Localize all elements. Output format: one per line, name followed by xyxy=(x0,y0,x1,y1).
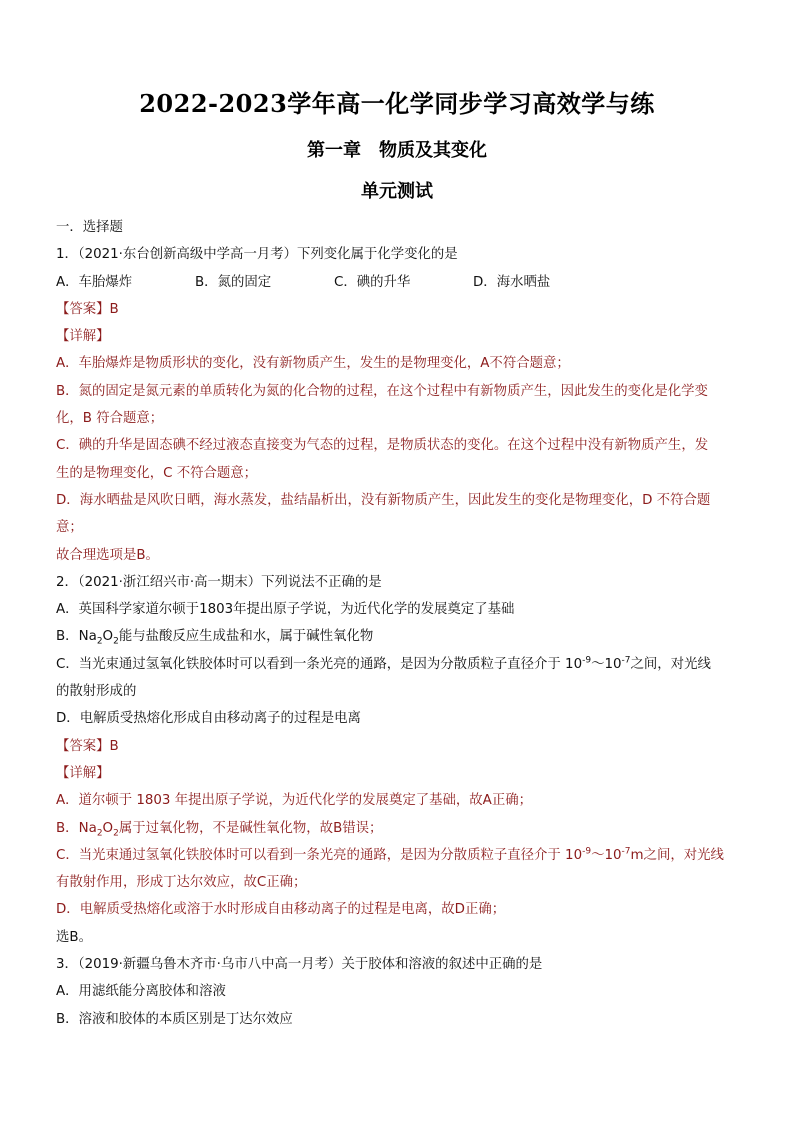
explanation-line: 生的是物理变化，C 不符合题意； xyxy=(56,465,258,481)
subscript: 2 xyxy=(113,637,119,648)
option-d: D．电解质受热熔化形成自由移动离子的过程是电离 xyxy=(56,711,361,727)
superscript: -7 xyxy=(621,655,631,666)
option-d: D．海水晒盐 xyxy=(473,274,551,290)
explanation-line: 意； xyxy=(56,520,83,536)
conclusion: 故合理选项是B。 xyxy=(56,547,159,563)
section-heading: 一．选择题 xyxy=(56,220,123,235)
text: 属于过氧化物，不是碱性氧化物，故B错误； xyxy=(118,820,383,836)
answer-label: 【答案】B xyxy=(56,301,119,317)
option-c xyxy=(56,651,768,678)
document-body xyxy=(56,214,768,1033)
explanation-line: D．海水晒盐是风吹日晒，海水蒸发，盐结晶析出，没有新物质产生，因此发生的变化是物理变化，D 不符合题 xyxy=(56,492,711,508)
explanation-line: A．车胎爆炸是物质形状的变化，没有新物质产生，发生的是物理变化，A不符合题意； xyxy=(56,356,570,372)
subscript: 2 xyxy=(96,828,103,839)
explanation-line: 化，B 符合题意； xyxy=(56,411,164,427)
explanation-line: D．电解质受热熔化或溶于水时形成自由移动离子的过程是电离，故D正确； xyxy=(56,902,506,918)
text: B．Na xyxy=(56,629,97,645)
superscript: -9 xyxy=(582,846,592,857)
text: C．当光束通过氢氧化铁胶体时可以看到一条光亮的通路，是因为分散质粒子直径介于 10 xyxy=(56,847,583,863)
question-3-stem: 3．（2019·新疆乌鲁木齐市·乌市八中高一月考）关于胶体和溶液的叙述中正确的是 xyxy=(56,957,543,973)
option-a: A．英国科学家道尔顿于1803年提出原子学说，为近代化学的发展奠定了基础 xyxy=(56,602,515,618)
option-b: B．氮的固定 xyxy=(195,274,272,290)
explanation-line: 有散射作用，形成丁达尔效应，故C正确； xyxy=(56,875,307,891)
explanation-line: B．氮的固定是氮元素的单质转化为氮的化合物的过程，在这个过程中有新物质产生，因此发生的变化是化学变 xyxy=(56,383,708,399)
superscript: -7 xyxy=(621,846,631,857)
explanation-line: C．碘的升华是固态碘不经过液态直接变为气态的过程，是物质状态的变化。在这个过程中没有新物质产生，发 xyxy=(56,438,709,454)
text: O xyxy=(102,820,114,836)
explanation-line xyxy=(56,815,768,842)
explanation-line: A．道尔顿于 1803 年提出原子学说，为近代化学的发展奠定了基础，故A正确； xyxy=(56,793,533,809)
text: ～10 xyxy=(591,656,622,672)
chapter-heading: 第一章 物质及其变化 xyxy=(307,140,487,161)
subscript: 2 xyxy=(113,828,119,839)
text: ～10 xyxy=(591,847,622,863)
conclusion: 选B。 xyxy=(56,929,92,945)
document-title: 2022-2023学年高一化学同步学习高效学与练 xyxy=(139,89,655,118)
superscript: -9 xyxy=(582,655,592,666)
text: 能与盐酸反应生成盐和水，属于碱性氧化物 xyxy=(118,629,374,645)
detail-label: 【详解】 xyxy=(56,329,110,345)
answer-label: 【答案】B xyxy=(56,738,119,754)
option-b: B．溶液和胶体的本质区别是丁达尔效应 xyxy=(56,1011,293,1027)
subscript: 2 xyxy=(96,637,103,648)
question-1-stem: 1．（2021·东台创新高级中学高一月考）下列变化属于化学变化的是 xyxy=(56,247,458,263)
explanation-line xyxy=(56,842,768,869)
question-2-stem: 2．（2021·浙江绍兴市·高一期末）下列说法不正确的是 xyxy=(56,574,382,590)
question-1-options xyxy=(56,269,768,296)
option-c: C．碘的升华 xyxy=(334,274,411,290)
text: O xyxy=(102,629,114,645)
text: B．Na xyxy=(56,820,97,836)
detail-label: 【详解】 xyxy=(56,765,110,781)
option-c-continued: 的散射形成的 xyxy=(56,684,137,700)
text: C．当光束通过氢氧化铁胶体时可以看到一条光亮的通路，是因为分散质粒子直径介于 10 xyxy=(56,656,583,672)
text: m之间，对光线 xyxy=(630,847,724,863)
unit-heading: 单元测试 xyxy=(361,181,433,202)
option-a: A．车胎爆炸 xyxy=(56,274,133,290)
option-b xyxy=(56,623,768,650)
option-a: A．用滤纸能分离胶体和溶液 xyxy=(56,984,226,1000)
text: 之间，对光线 xyxy=(630,656,711,672)
